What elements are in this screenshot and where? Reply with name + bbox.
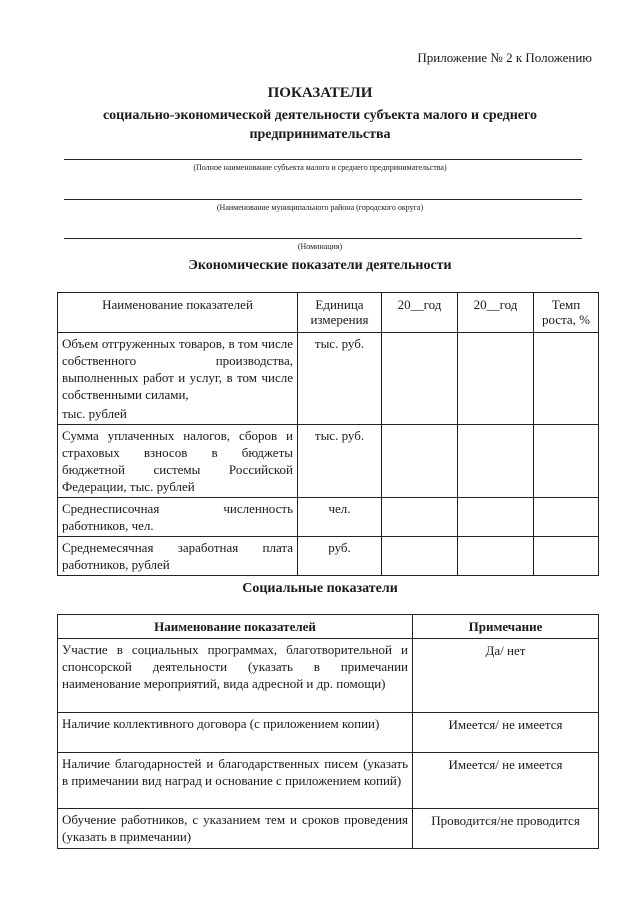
year-2-input-cell[interactable] <box>458 537 534 576</box>
growth-input-cell[interactable] <box>534 498 599 537</box>
column-header-growth: Темп роста, % <box>534 293 599 333</box>
table-row <box>58 713 599 753</box>
table-row <box>58 537 599 576</box>
unit-cell: руб. <box>298 537 382 576</box>
table-row <box>58 333 599 425</box>
indicator-name-cell: Наличие благодарностей и благодарственных писем (указать в примечании вид наград и основание с приложением копий) <box>58 753 413 809</box>
growth-input-cell[interactable] <box>534 425 599 498</box>
document-title: ПОКАЗАТЕЛИ <box>267 85 373 101</box>
indicator-name-cell: Наличие коллективного договора (с приложением копии) <box>58 713 413 753</box>
unit-cell: чел. <box>298 498 382 537</box>
table-header-row <box>58 293 599 333</box>
indicator-name-cell: Среднемесячная заработная плата работников, рублей <box>58 537 298 576</box>
indicator-name: Объем отгруженных товаров, в том числе собственного производства, выполненных работ и услуг, в том числе собственными силами, <box>62 336 293 402</box>
document-subtitle-line-2: предпринимательства <box>249 127 391 142</box>
nomination-caption: (Номинация) <box>297 242 343 251</box>
column-header-note: Примечание <box>413 615 599 639</box>
year-1-input-cell[interactable] <box>382 425 458 498</box>
year-1-input-cell[interactable] <box>382 537 458 576</box>
municipality-field-line[interactable] <box>64 199 582 200</box>
document-subtitle-line-1: социально-экономической деятельности субъекта малого и среднего <box>102 108 538 123</box>
year-2-input-cell[interactable] <box>458 425 534 498</box>
indicator-name-cell: Среднесписочная численность работников, чел. <box>58 498 298 537</box>
economic-section-heading: Экономические показатели деятельности <box>188 258 452 273</box>
table-row <box>58 753 599 809</box>
note-cell[interactable]: Имеется/ не имеется <box>413 713 599 753</box>
indicator-name-cell: Обучение работников, с указанием тем и сроков проведения (указать в примечании) <box>58 809 413 849</box>
table-header-row <box>58 615 599 639</box>
unit-cell: тыс. руб. <box>298 425 382 498</box>
municipality-caption: (Наименование муниципального района (городского округа) <box>216 203 424 212</box>
column-header-name: Наименование показателей <box>58 615 413 639</box>
table-row <box>58 425 599 498</box>
year-1-input-cell[interactable] <box>382 498 458 537</box>
table-row <box>58 639 599 713</box>
indicator-name-cell: Сумма уплаченных налогов, сборов и страховых взносов в бюджеты бюджетной системы Российской Федерации, тыс. рублей <box>58 425 298 498</box>
appendix-label: Приложение № 2 к Положению <box>417 50 592 65</box>
growth-input-cell[interactable] <box>534 537 599 576</box>
growth-input-cell[interactable] <box>534 333 599 425</box>
column-header-year-1: 20__год <box>382 293 458 333</box>
note-cell[interactable]: Да/ нет <box>413 639 599 713</box>
year-2-input-cell[interactable] <box>458 498 534 537</box>
social-indicators-table <box>57 614 599 849</box>
column-header-unit: Единица измерения <box>298 293 382 333</box>
economic-indicators-table <box>57 292 599 576</box>
note-cell[interactable]: Проводится/не проводится <box>413 809 599 849</box>
column-header-name: Наименование показателей <box>58 293 298 333</box>
entity-name-field-line[interactable] <box>64 159 582 160</box>
social-section-heading: Социальные показатели <box>242 581 398 596</box>
year-1-input-cell[interactable] <box>382 333 458 425</box>
table-row <box>58 809 599 849</box>
unit-cell: тыс. руб. <box>298 333 382 425</box>
table-row <box>58 498 599 537</box>
indicator-name-cell <box>58 333 298 425</box>
year-2-input-cell[interactable] <box>458 333 534 425</box>
nomination-field-line[interactable] <box>64 238 582 239</box>
indicator-name-cell: Участие в социальных программах, благотворительной и спонсорской деятельности (указать в примечании наименование мероприятий, вида адресной и др. помощи) <box>58 639 413 713</box>
entity-name-caption: (Полное наименование субъекта малого и среднего предпринимательства) <box>193 163 447 172</box>
column-header-year-2: 20__год <box>458 293 534 333</box>
note-cell[interactable]: Имеется/ не имеется <box>413 753 599 809</box>
indicator-name-unit-note: тыс. рублей <box>62 406 127 421</box>
